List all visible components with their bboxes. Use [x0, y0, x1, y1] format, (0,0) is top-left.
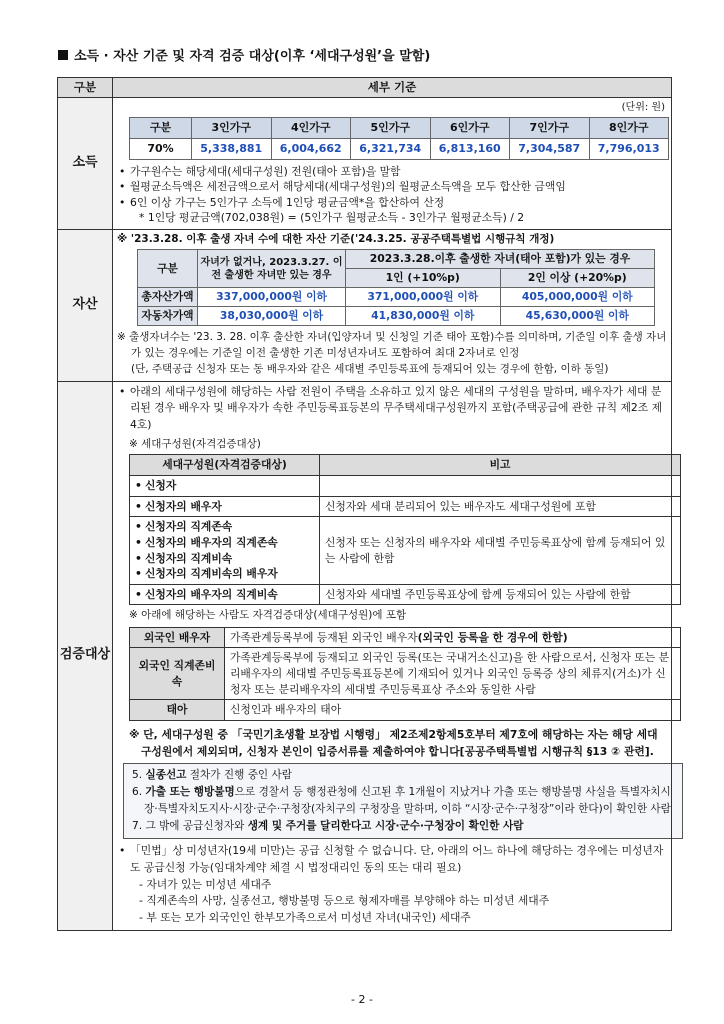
- minor-note: • 「민법」상 미성년자(19세 미만)는 공급 신청할 수 없습니다. 단, 아래의 어느 하나에 해당하는 경우에는 미성년자도 공급신청 가능(임대차계약 체결 시 법정대리인 동의 또는 대리 필요): [117, 843, 667, 876]
- income-label: 소득: [58, 98, 113, 230]
- income-bullets: [117, 164, 667, 211]
- section-heading: 소득 · 자산 기준 및 자격 검증 대상(이후 ‘세대구성원’을 말함): [58, 48, 430, 67]
- asset-label: 자산: [58, 230, 113, 381]
- asset-title: ※ '23.3.28. 이후 출생 자녀 수에 대한 자산 기준('24.3.25. 공공주택특별법 시행규칙 개정): [117, 233, 555, 246]
- income-note: * 1인당 평균금액(702,038원) = (5인가구 월평균소득 - 3인가구 월평균소득) / 2: [139, 211, 525, 225]
- verify-intro: • 아래의 세대구성원에 해당하는 사람 전원이 주택을 소유하고 있지 않은 세대의 구성원을 말하며, 배우자가 세대 분리된 경우 배우자 및 배우자가 속한 주민등록표등본의 무주택세대구성원까지 포함(주택공급에 관한 규칙 제2조 제4호): [117, 384, 667, 434]
- member-table: 세대구성원(자격검증대상) 비고 • 신청자 • 신청자의 배우자 신청자와 세대 분리되어 있는 배우자도 세대구성원에 포함 • 신청자의 직계존속 • 신청자의 배우자의 직계존속 • 신청자의 직계비속 • 신청자의 직계비속의 배우자 신청자 또는 신청자의 배우자와 세대별 주민등록표상에 함께 등재되어 있는 사람에 한함 • 신청자의 배우자의 직계비속 신청자와 세대별 주민등록표상에 함께 등재되어 있는 사람에 한함: [129, 454, 681, 605]
- page-number: - 2 -: [351, 993, 373, 1006]
- income-unit: (단위: 원): [621, 102, 665, 113]
- exclusion-box: 5. 실종선고 절차가 진행 중인 사람 6. 가출 또는 행방불명으로 경찰서 등 행정관청에 신고된 후 1개월이 지났거나 가출 또는 행방불명 사실을 특별자치시장·특별자치도지사·시장·군수·구청장(자치구의 구청장을 말하며, 이하 “시장·군수·구청장”이라 한다)이 확인한 사람 7. 그 밖에 공급신청자와 생계 및 주거를 달리한다고 시장·군수·구청장이 확인한 사람: [123, 763, 683, 839]
- square-bullet-icon: [58, 50, 68, 60]
- list-item: - 자녀가 있는 미성년 세대주: [139, 877, 272, 891]
- list-item: - 직계존속의 사망, 실종선고, 행방불명 등으로 형제자매를 부양해야 하는 미성년 세대주: [139, 894, 550, 908]
- list-item: • 가구원수는 해당세대(세대구성원) 전원(태아 포함)을 말함: [117, 164, 667, 180]
- list-item: • 6인 이상 가구는 5인가구 소득에 1인당 평균금액*을 합산하여 산정: [117, 195, 667, 211]
- member-note: ※ 세대구성원(자격검증대상): [129, 437, 261, 450]
- asset-table: 구분 자녀가 없거나, 2023.3.27. 이전 출생한 자녀만 있는 경우 2023.3.28.이후 출생한 자녀(태아 포함)가 있는 경우 1인 (+10%p) 2인 이상 (+20%p) 총자산가액 337,000,000원 이하 371,000,000원 이하 405,000,000원 이하 자동차가액 38,030,000원 이하 41,830,000원 이하 45,630,000원 이하: [137, 249, 655, 326]
- list-item: • 월평균소득액은 세전금액으로서 해당세대(세대구성원)의 월평균소득액을 모두 합산한 금액임: [117, 179, 667, 195]
- criteria-table-header: 구분 세부 기준: [58, 78, 672, 98]
- exclusion-note: ※ 단, 세대구성원 중 「국민기초생활 보장법 시행령」 제2조제2항제5호부터 제7호에 해당하는 자는 해당 세대구성원에서 제외되며, 신청자 본인이 입증서류를 제출하여야 합니다[공공주택특별법 시행규칙 §13 ② 관련].: [129, 727, 658, 758]
- verify-label: 검증대상: [58, 381, 113, 930]
- foreign-table: 외국인 배우자 가족관계등록부에 등재된 외국인 배우자(외국인 등록을 한 경우에 한함) 외국인 직계존비속 가족관계등록부에 등재되고 외국인 등록(또는 국내거소신고)을 한 사람으로서, 신청자 또는 분리배우자의 세대별 주민등록표등본에 기재되어 있거나 외국인 등록증 상의 체류지(거소)가 신청자 또는 분리배우자의 세대별 주민등록표상 주소와 동일한 사람 태아 신청인과 배우자의 태아: [129, 627, 681, 721]
- list-item: - 부 또는 모가 외국인인 한부모가족으로서 미성년 자녀(내국인) 세대주: [139, 911, 471, 925]
- income-table: 구분 3인가구 4인가구 5인가구 6인가구 7인가구 8인가구 70% 5,338,881 6,004,662 6,321,734 6,813,160 7,304,587 7,796,013: [129, 117, 669, 160]
- asset-note: ※ 출생자녀수는 '23. 3. 28. 이후 출산한 자녀(입양자녀 및 신청일 기준 태아 포함)수를 의미하며, 기준일 이후 출생 자녀가 있는 경우에는 기준일 이전 출생한 기존 미성년자녀도 포함하여 최대 2자녀로 인정 (단, 주택공급 신청자 또는 동 배우자와 같은 세대별 주민등록표에 등재되어 있는 경우에 한함, 이하 동일): [117, 331, 667, 375]
- criteria-table: [57, 77, 672, 931]
- verify-row: [58, 381, 672, 930]
- asset-row: [58, 230, 672, 381]
- also-note: ※ 아래에 해당하는 사람도 자격검증대상(세대구성원)에 포함: [129, 609, 407, 622]
- income-row: [58, 98, 672, 230]
